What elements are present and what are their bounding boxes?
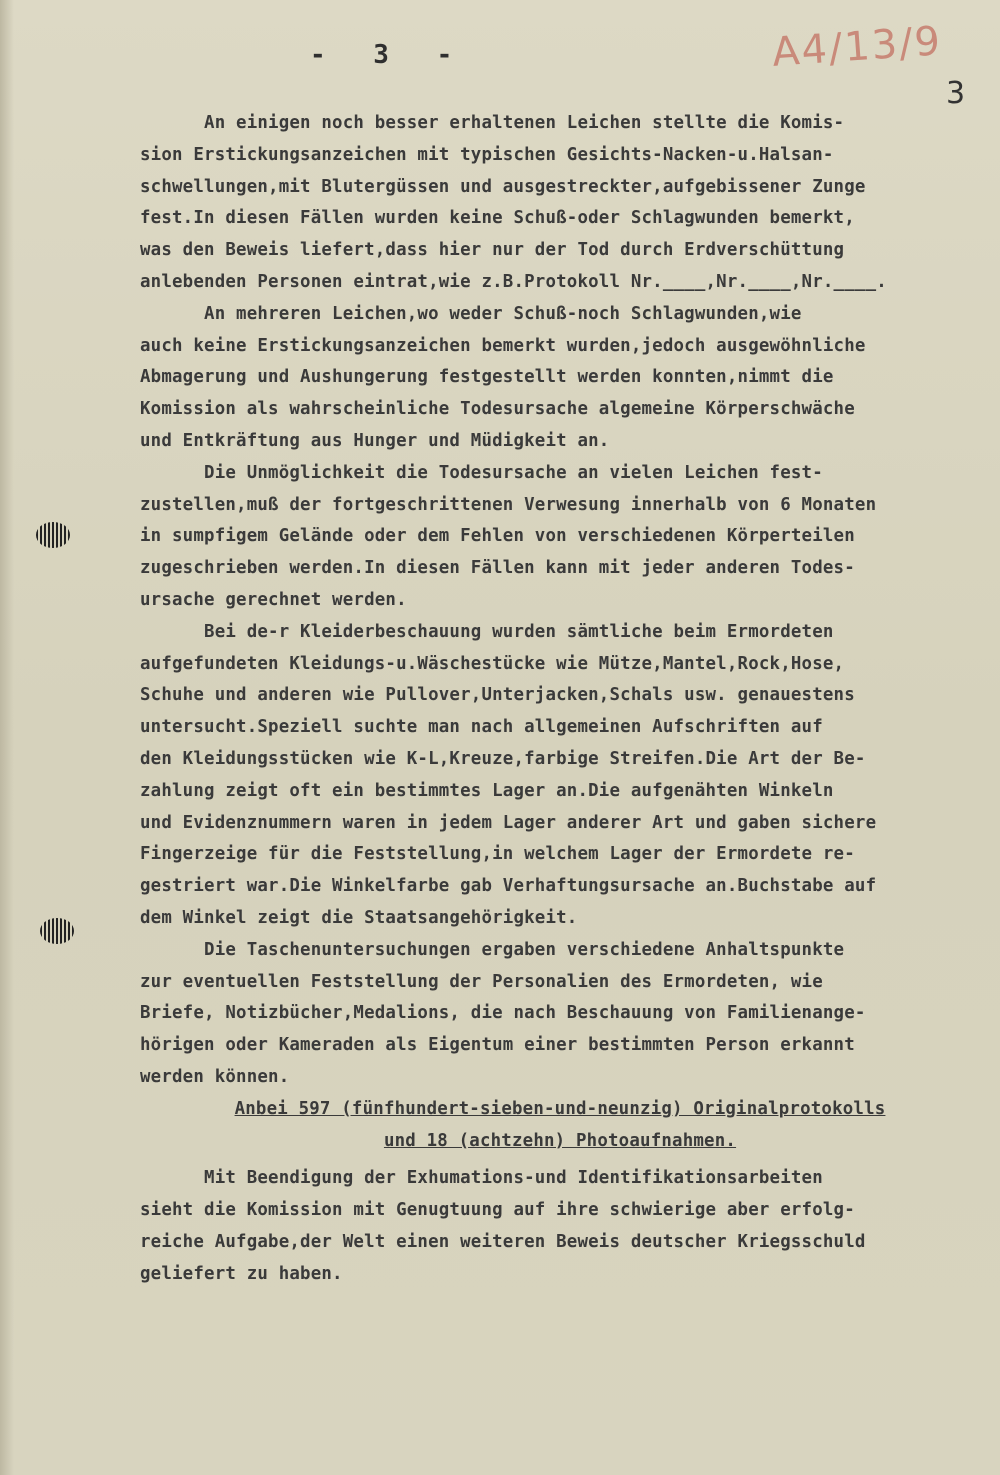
closing-line: geliefert zu haben. [140, 1263, 343, 1284]
text-line: An einigen noch besser erhaltenen Leichen stellte die Komis- [140, 113, 845, 133]
text-line: schwellungen,mit Blutergüssen und ausgestreckter,aufgebissener Zunge [140, 176, 866, 197]
text-line: den Kleidungsstücken wie K-L,Kreuze,farbige Streifen.Die Art der Be- [140, 748, 866, 769]
text-line: und Entkräftung aus Hunger und Müdigkeit an. [140, 430, 610, 451]
text-line: Schuhe und anderen wie Pullover,Unterjacken,Schals usw. genauestens [140, 685, 855, 706]
closing-line: sieht die Komission mit Genugtuung auf ihre schwierige aber erfolg- [140, 1200, 855, 1221]
text-line: An mehreren Leichen,wo weder Schuß-noch Schlagwunden,wie [140, 303, 802, 324]
text-line: auch keine Erstickungsanzeichen bemerkt wurden,jedoch ausgewöhnliche [140, 335, 866, 356]
text-line: fest.In diesen Fällen wurden keine Schuß-oder Schlagwunden bemerkt, [140, 208, 855, 229]
text-line: aufgefundeten Kleidungs-u.Wäschestücke wie Mütze,Mantel,Rock,Hose, [140, 653, 845, 674]
text-line: anlebenden Personen eintrat,wie z.B.Protokoll Nr.____,Nr.____,Nr.____. [140, 271, 887, 292]
enclosure-line: und 18 (achtzehn) Photoaufnahmen. [383, 1130, 737, 1151]
punch-hole-icon [40, 918, 74, 944]
text-line: hörigen oder Kameraden als Eigentum einer bestimmten Person erkannt [140, 1035, 855, 1056]
text-line: Die Taschenuntersuchungen ergaben verschiedene Anhaltspunkte [140, 939, 845, 960]
text-line: Komission als wahrscheinliche Todesursache algemeine Körperschwäche [140, 399, 855, 420]
text-line: zustellen,muß der fortgeschrittenen Verwesung innerhalb von 6 Monaten [140, 494, 877, 515]
text-line: zahlung zeigt oft ein bestimmtes Lager an.Die aufgenähten Winkeln [140, 780, 834, 801]
closing-line: Mit Beendigung der Exhumations-und Identifikationsarbeiten [140, 1168, 823, 1189]
folio-number: 3 [946, 76, 966, 111]
text-line: gestriert war.Die Winkelfarbe gab Verhaftungsursache an.Buchstabe auf [140, 876, 877, 897]
text-line: sion Erstickungsanzeichen mit typischen Gesichts-Nacken-u.Halsan- [140, 144, 834, 165]
page-edge-shadow [0, 0, 14, 1475]
text-line: zur eventuellen Feststellung der Personalien des Ermordeten, wie [140, 971, 823, 992]
closing-line: reiche Aufgabe,der Welt einen weiteren Beweis deutscher Kriegsschuld [140, 1231, 866, 1252]
punch-hole-icon [36, 522, 70, 548]
text-line: werden können. [140, 1066, 290, 1087]
text-line: Bei de-r Kleiderbeschauung wurden sämtliche beim Ermordeten [140, 621, 834, 642]
text-line: ursache gerechnet werden. [140, 589, 407, 610]
text-line: in sumpfigem Gelände oder dem Fehlen von verschiedenen Körperteilen [140, 526, 855, 547]
text-line: Abmagerung und Aushungerung festgestellt werden konnten,nimmt die [140, 367, 834, 388]
text-line: Briefe, Notizbücher,Medalions, die nach Beschauung von Familienange- [140, 1003, 866, 1024]
text-line: was den Beweis liefert,dass hier nur der Tod durch Erdverschüttung [140, 240, 845, 261]
enclosure-line: Anbei 597 (fünfhundert-sieben-und-neunzig) Originalprotokolls [234, 1098, 886, 1119]
archive-reference-stamp: A4/13/9 [770, 18, 944, 76]
text-line: Die Unmöglichkeit die Todesursache an vielen Leichen fest- [140, 462, 823, 483]
text-line: dem Winkel zeigt die Staatsangehörigkeit. [140, 907, 578, 928]
page-number: - 3 - [310, 40, 469, 70]
text-line: und Evidenznummern waren in jedem Lager anderer Art und gaben sichere [140, 812, 877, 833]
text-line: untersucht.Speziell suchte man nach allgemeinen Aufschriften auf [140, 717, 823, 738]
text-line: Fingerzeige für die Feststellung,in welchem Lager der Ermordete re- [140, 844, 855, 865]
text-line: zugeschrieben werden.In diesen Fällen kann mit jeder anderen Todes- [140, 558, 855, 579]
document-body [140, 108, 980, 1290]
